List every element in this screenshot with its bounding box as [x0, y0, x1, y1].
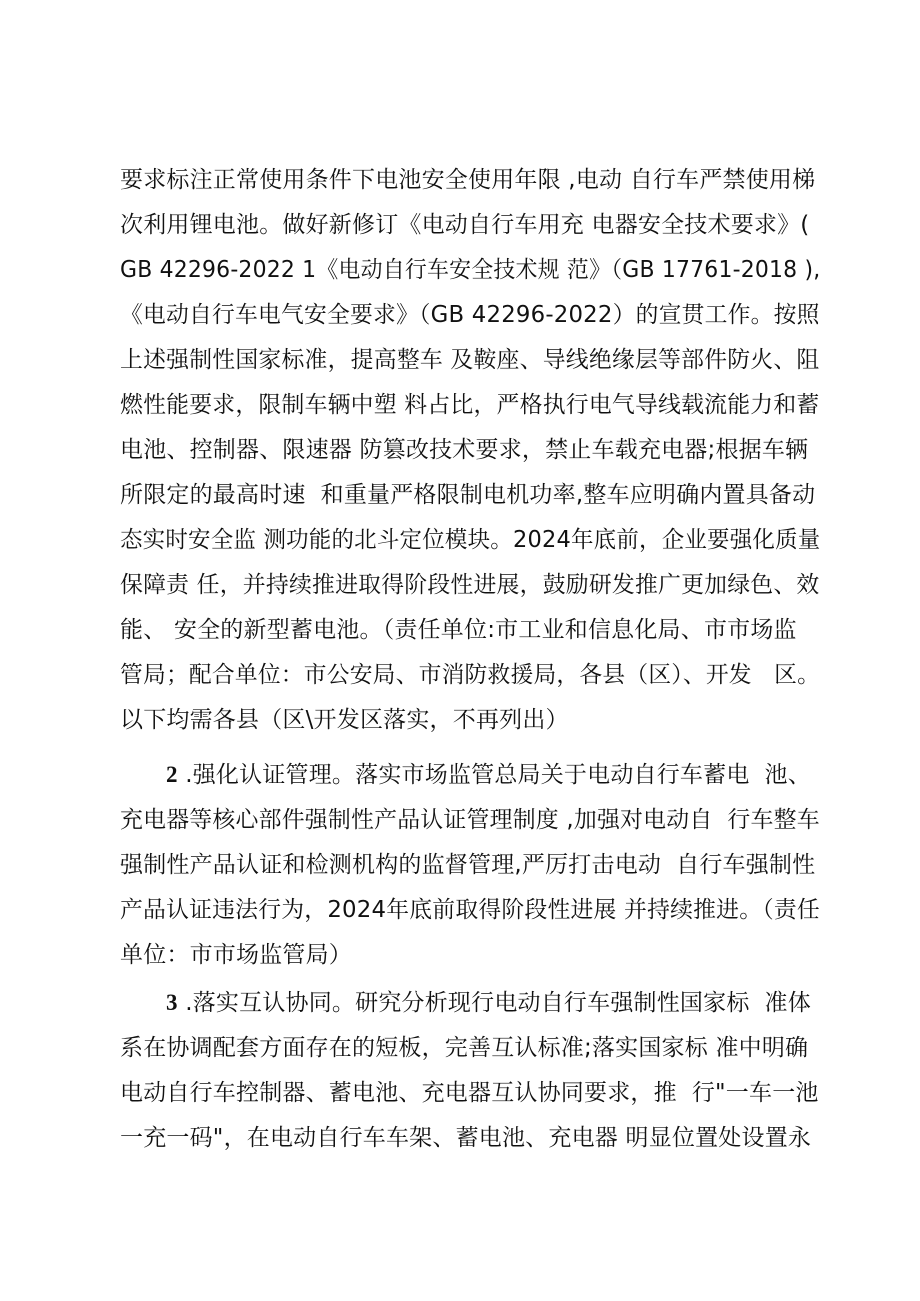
section-heading-text: .强化认证管理。落实市场监管总局关于电动自行车蓄电 池、: [177, 762, 811, 788]
text-line: 电动自行车控制器、蓄电池、充电器互认协同要求，推 行"一车一池: [120, 1080, 819, 1106]
text-line: 《电动自行车电气安全要求》（GB 42296-2022）的宣贯工作。按照: [120, 302, 820, 328]
text-line: 次利用锂电池。做好新修订《电动自行车用充 电器安全技术要求》(: [120, 212, 810, 238]
text-line: 管局；配合单位：市公安局、市消防救援局，各县（区）、开发 区。: [120, 662, 821, 688]
text-line: 充电器等核心部件强制性产品认证管理制度 ,加强对电动自 行车整车: [120, 807, 820, 833]
text-line: 燃性能要求，限制车辆中塑 料占比，严格执行电气导线载流能力和蓄: [120, 392, 820, 418]
text-line: 强制性产品认证和检测机构的监督管理,严厉打击电动 自行车强制性: [120, 852, 816, 878]
text-line: 单位：市市场监管局）: [120, 942, 352, 968]
section-2-heading-line: [166, 755, 820, 795]
text-line: 上述强制性国家标准，提高整车 及鞍座、导线绝缘层等部件防火、阻: [120, 347, 820, 373]
section-number: 3: [166, 990, 178, 1015]
text-line: 系在协调配套方面存在的短板，完善互认标准;落实国家标 准中明确: [120, 1035, 809, 1061]
text-line: 所限定的最高时速 和重量严格限制电机功率,整车应明确内置具备动: [120, 482, 816, 508]
text-line: GB 42296-2022 1《电动自行车安全技术规 范》（GB 17761-2018 ),: [120, 257, 821, 283]
text-line: 态实时安全监 测功能的北斗定位模块。2024年底前，企业要强化质量: [120, 527, 821, 553]
text-line: 要求标注正常使用条件下电池安全使用年限 ,电动 自行车严禁使用梯: [120, 167, 816, 193]
text-line: 电池、控制器、限速器 防篡改技术要求，禁止车载充电器;根据车辆: [120, 437, 809, 463]
text-line: 以下均需各县（区\开发区落实，不再列出）: [120, 707, 569, 733]
section-heading-text: .落实互认协同。研究分析现行电动自行车强制性国家标 准体: [177, 990, 811, 1016]
text-line: 能、 安全的新型蓄电池。（责任单位:市工业和信息化局、市市场监: [120, 617, 797, 643]
section-3-heading-line: [166, 983, 820, 1023]
text-line: 一充一码"，在电动自行车车架、蓄电池、充电器 明显位置处设置永: [120, 1125, 812, 1151]
section-number: 2: [166, 762, 178, 787]
text-line: 产品认证违法行为，2024年底前取得阶段性进展 并持续推进。（责任: [120, 897, 820, 923]
text-line: 保障责 任，并持续推进取得阶段性进展，鼓励研发推广更加绿色、效: [120, 572, 820, 598]
